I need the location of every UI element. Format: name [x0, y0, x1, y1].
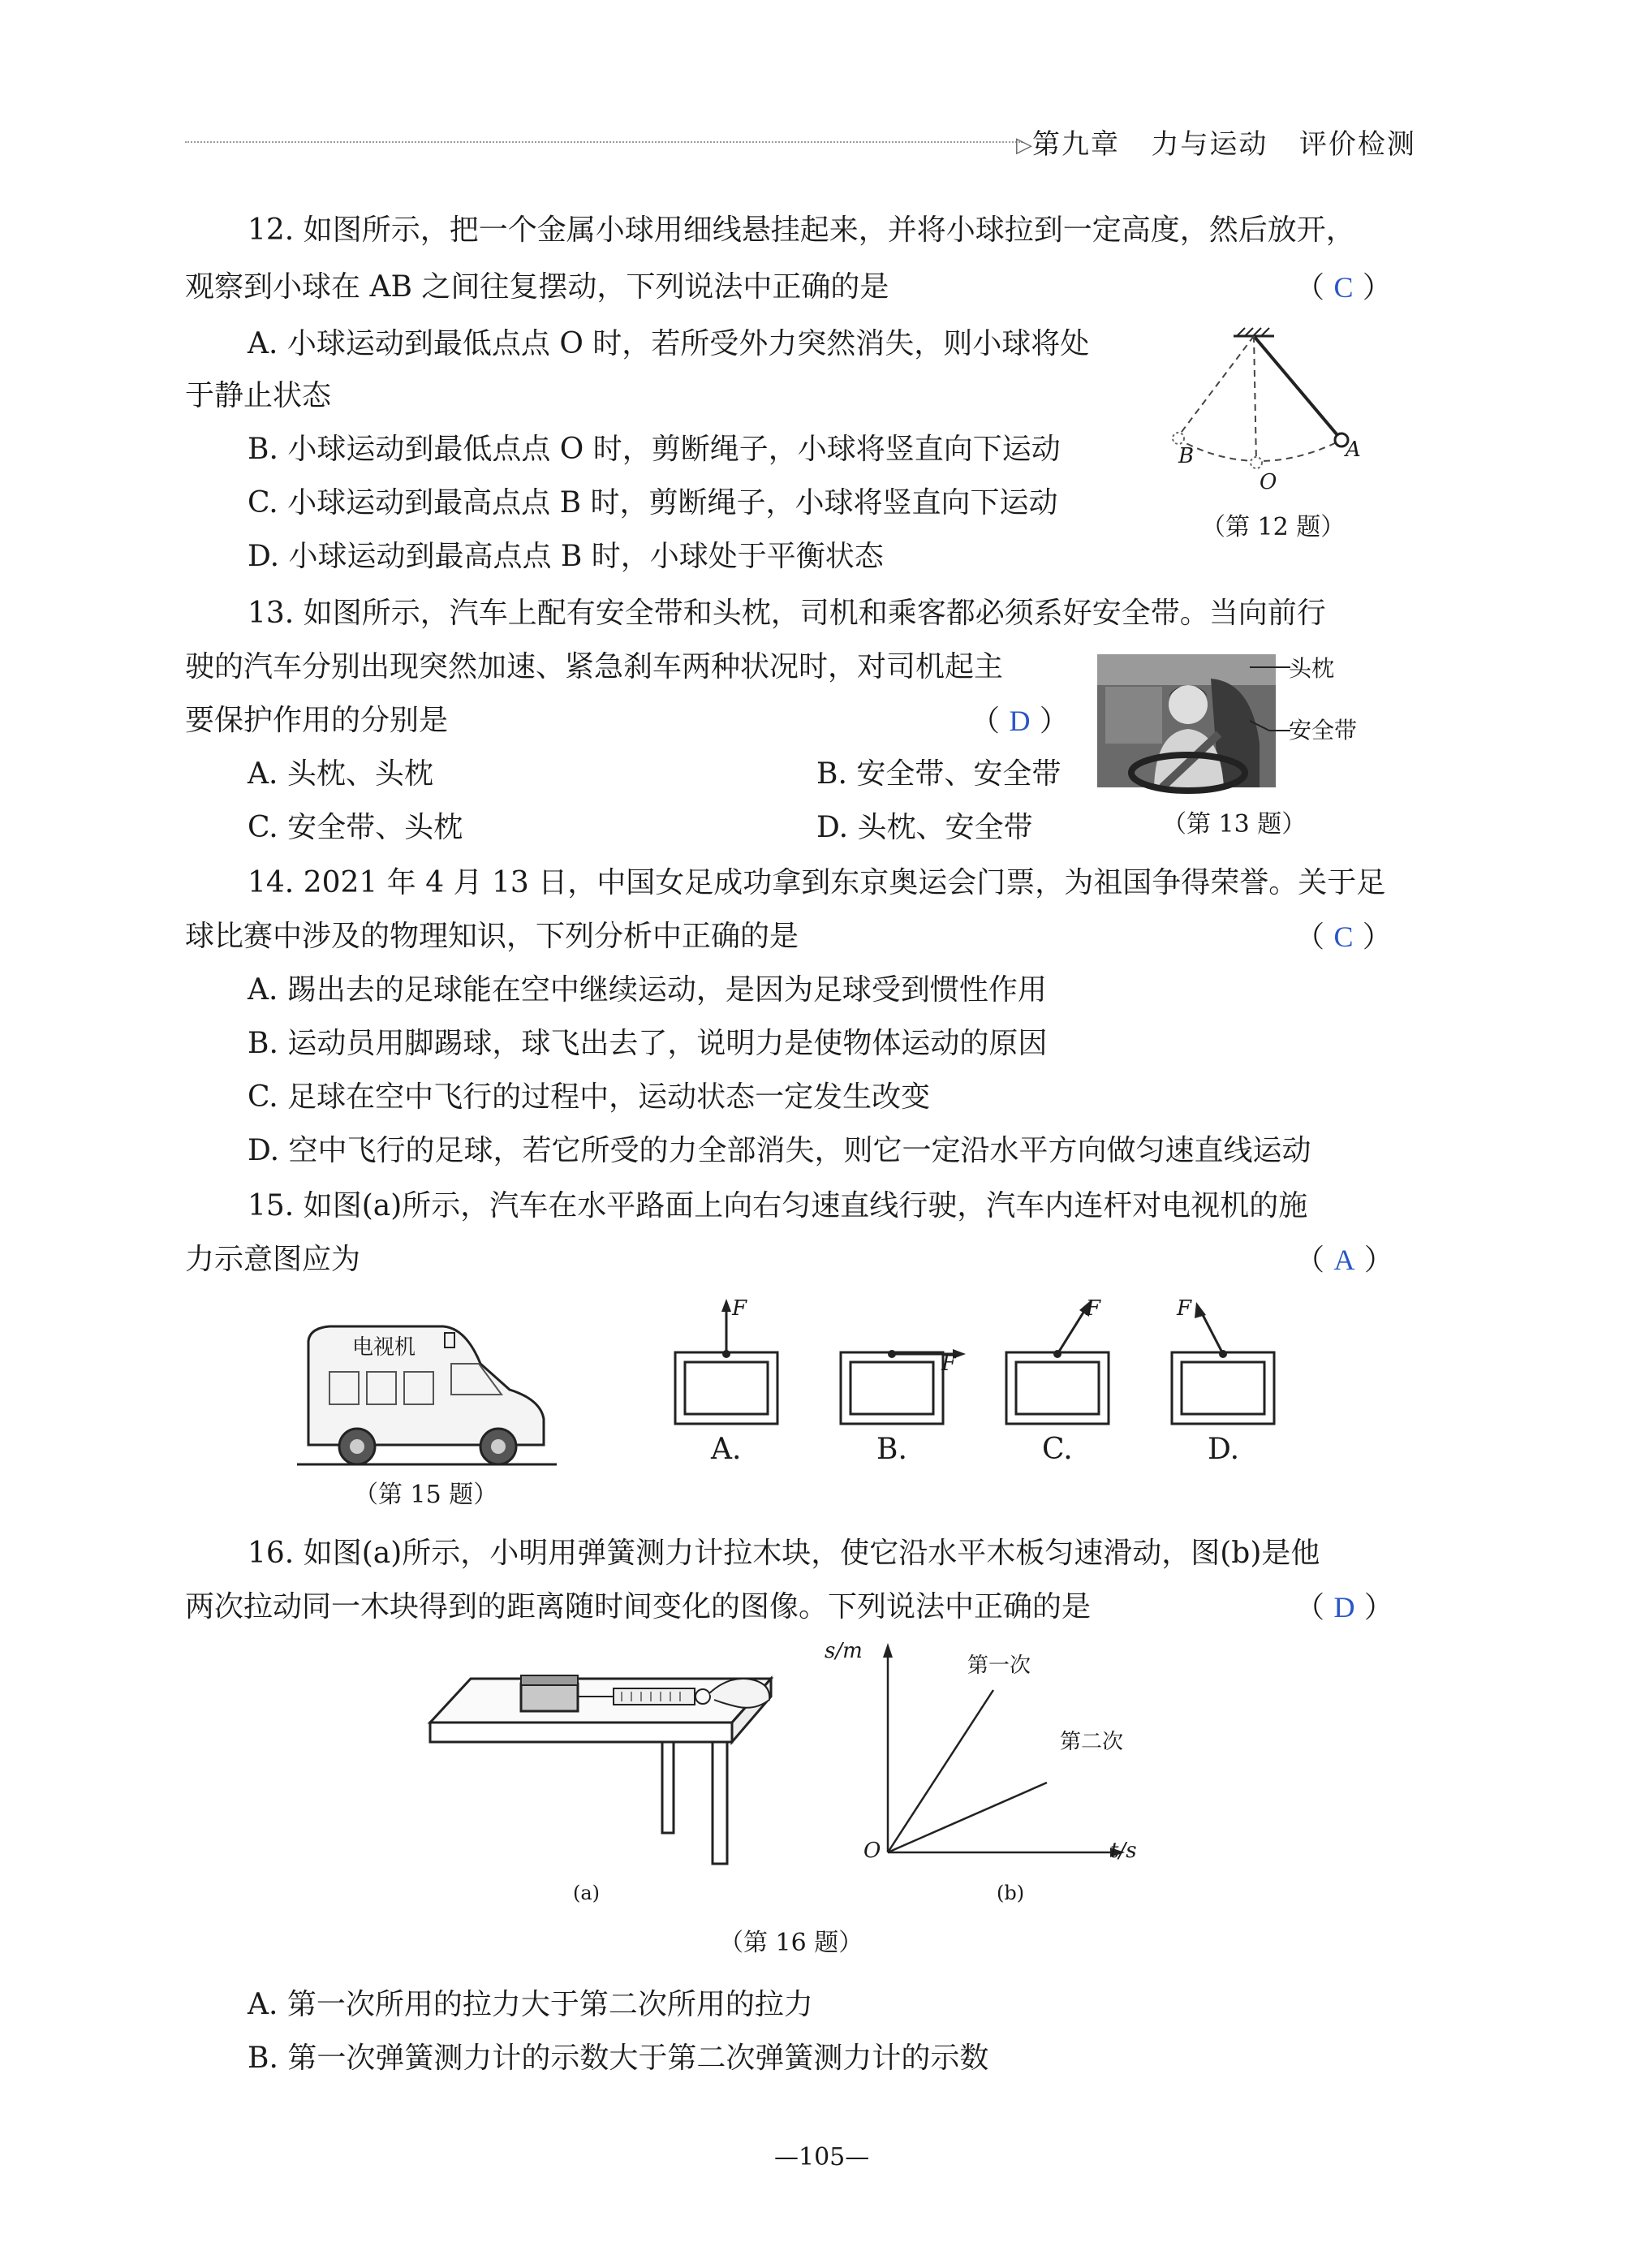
- q13-driver-photo: [1097, 654, 1276, 787]
- q13-stem-line1: 13. 如图所示，汽车上配有安全带和头枕，司机和乘客都必须系好安全带。当向前行: [248, 597, 1326, 630]
- q12-option-c: C. 小球运动到最高点点 B 时，剪断绳子，小球将竖直向下运动: [248, 486, 1058, 520]
- q13-label-seatbelt: 安全带: [1289, 717, 1358, 744]
- q16-series-label-1: 第一次: [967, 1654, 1031, 1678]
- q16-sub-b: (b): [997, 1882, 1025, 1904]
- q12-label-a: A: [1346, 438, 1361, 462]
- q12-answer-letter: C: [1333, 271, 1354, 304]
- q12-label-o: O: [1260, 470, 1277, 494]
- q15-choice-b-force-label: F: [941, 1352, 957, 1376]
- q13-answer-letter: D: [1009, 705, 1031, 737]
- q16-caption: （第 16 题）: [719, 1929, 863, 1957]
- q16-x-axis-label: t/s: [1110, 1839, 1137, 1863]
- q12-label-b: B: [1178, 444, 1195, 468]
- q15-choice-d-force-label: F: [1177, 1296, 1192, 1321]
- q13-stem-line2: 驶的汽车分别出现突然加速、紧急刹车两种状况时，对司机起主: [185, 650, 1004, 683]
- header-chapter: 第九章: [1032, 128, 1120, 161]
- q12-stem-line2: 观察到小球在 AB 之间往复摆动，下列说法中正确的是: [185, 270, 889, 304]
- q12-stem-line1: 12. 如图所示，把一个金属小球用细线悬挂起来，并将小球拉到一定高度，然后放开，: [248, 213, 1355, 247]
- q16-origin-label: O: [863, 1839, 881, 1863]
- q15-choice-c-diagram: [1005, 1296, 1135, 1425]
- q13-option-c: C. 安全带、头枕: [248, 811, 463, 844]
- q14-stem-line1: 14. 2021 年 4 月 13 日，中国女足成功拿到东京奥运会门票，为祖国争得荣誉。关于足: [248, 866, 1386, 899]
- q16-y-axis-label: s/m: [825, 1639, 863, 1663]
- q15-answer-letter: A: [1333, 1244, 1355, 1276]
- header-section: 评价检测: [1298, 128, 1416, 161]
- q16-stem-line2: 两次拉动同一木块得到的距离随时间变化的图像。下列说法中正确的是: [185, 1590, 1092, 1623]
- q12-option-b: B. 小球运动到最低点点 O 时，剪断绳子，小球将竖直向下运动: [248, 433, 1061, 466]
- page-number: —105—: [774, 2143, 870, 2171]
- q12-option-d: D. 小球运动到最高点点 B 时，小球处于平衡状态: [248, 540, 884, 573]
- q16-option-a: A. 第一次所用的拉力大于第二次所用的拉力: [248, 1988, 813, 2021]
- q12-option-a-line1: A. 小球运动到最低点点 O 时，若所受外力突然消失，则小球将处: [248, 327, 1090, 360]
- q16-stem-line1: 16. 如图(a)所示，小明用弹簧测力计拉木块，使它沿水平木板匀速滑动，图(b)是他: [248, 1537, 1320, 1570]
- q15-choice-a-label: A.: [711, 1433, 742, 1466]
- q16-sub-a: (a): [573, 1882, 601, 1904]
- q13-stem-line3: 要保护作用的分别是: [185, 704, 449, 737]
- header-rule: [185, 141, 1023, 143]
- q15-choice-b-label: B.: [876, 1433, 907, 1466]
- q16-answer-letter: D: [1333, 1591, 1355, 1623]
- q13-caption: （第 13 题）: [1162, 810, 1307, 839]
- q16-option-b: B. 第一次弹簧测力计的示数大于第二次弹簧测力计的示数: [248, 2042, 989, 2075]
- q13-option-b: B. 安全带、安全带: [816, 757, 1061, 791]
- q14-stem-line2: 球比赛中涉及的物理知识，下列分析中正确的是: [185, 920, 799, 953]
- q15-answer: （ A ）: [1295, 1244, 1393, 1277]
- q14-option-c: C. 足球在空中飞行的过程中，运动状态一定发生改变: [248, 1080, 931, 1114]
- q13-answer: （ D ）: [971, 705, 1069, 738]
- q14-option-d: D. 空中飞行的足球，若它所受的力全部消失，则它一定沿水平方向做匀速直线运动: [248, 1134, 1311, 1167]
- header-arrow-icon: ▷: [1016, 133, 1032, 157]
- q15-choice-c-label: C.: [1042, 1433, 1073, 1466]
- q16-series-line-1: [888, 1690, 993, 1852]
- q12-option-a-line2: 于静止状态: [185, 379, 332, 412]
- q14-answer: （ C ）: [1295, 921, 1392, 954]
- q12-answer: （ C ）: [1295, 271, 1392, 304]
- q15-stem-line1: 15. 如图(a)所示，汽车在水平路面上向右匀速直线行驶，汽车内连杆对电视机的施: [248, 1189, 1308, 1222]
- q13-option-a: A. 头枕、头枕: [248, 757, 433, 791]
- q15-choice-d-label: D.: [1208, 1433, 1240, 1466]
- page-header: [1032, 122, 1416, 162]
- q14-option-b: B. 运动员用脚踢球，球飞出去了，说明力是使物体运动的原因: [248, 1027, 1048, 1060]
- q14-option-a: A. 踢出去的足球能在空中继续运动，是因为足球受到惯性作用: [248, 973, 1047, 1007]
- q16-answer: （ D ）: [1295, 1591, 1393, 1624]
- q16-apparatus-figure: [430, 1664, 787, 1867]
- q15-caption: （第 15 题）: [354, 1481, 498, 1509]
- q15-van-label: 电视机: [352, 1335, 416, 1360]
- q15-stem-line2: 力示意图应为: [185, 1243, 361, 1276]
- q12-caption: （第 12 题）: [1201, 513, 1346, 541]
- q13-label-headrest: 头枕: [1289, 655, 1335, 682]
- q16-y-axis-arrow-icon: [883, 1643, 893, 1658]
- q15-van-figure: [297, 1315, 557, 1469]
- q16-series-label-2: 第二次: [1060, 1730, 1124, 1754]
- q15-choice-a-diagram: [674, 1296, 779, 1425]
- q14-answer-letter: C: [1333, 921, 1354, 953]
- q13-option-d: D. 头枕、安全带: [816, 811, 1033, 844]
- q15-choice-c-force-label: F: [1086, 1296, 1101, 1321]
- header-title: 力与运动: [1151, 128, 1268, 161]
- q15-choice-a-force-label: F: [732, 1296, 747, 1321]
